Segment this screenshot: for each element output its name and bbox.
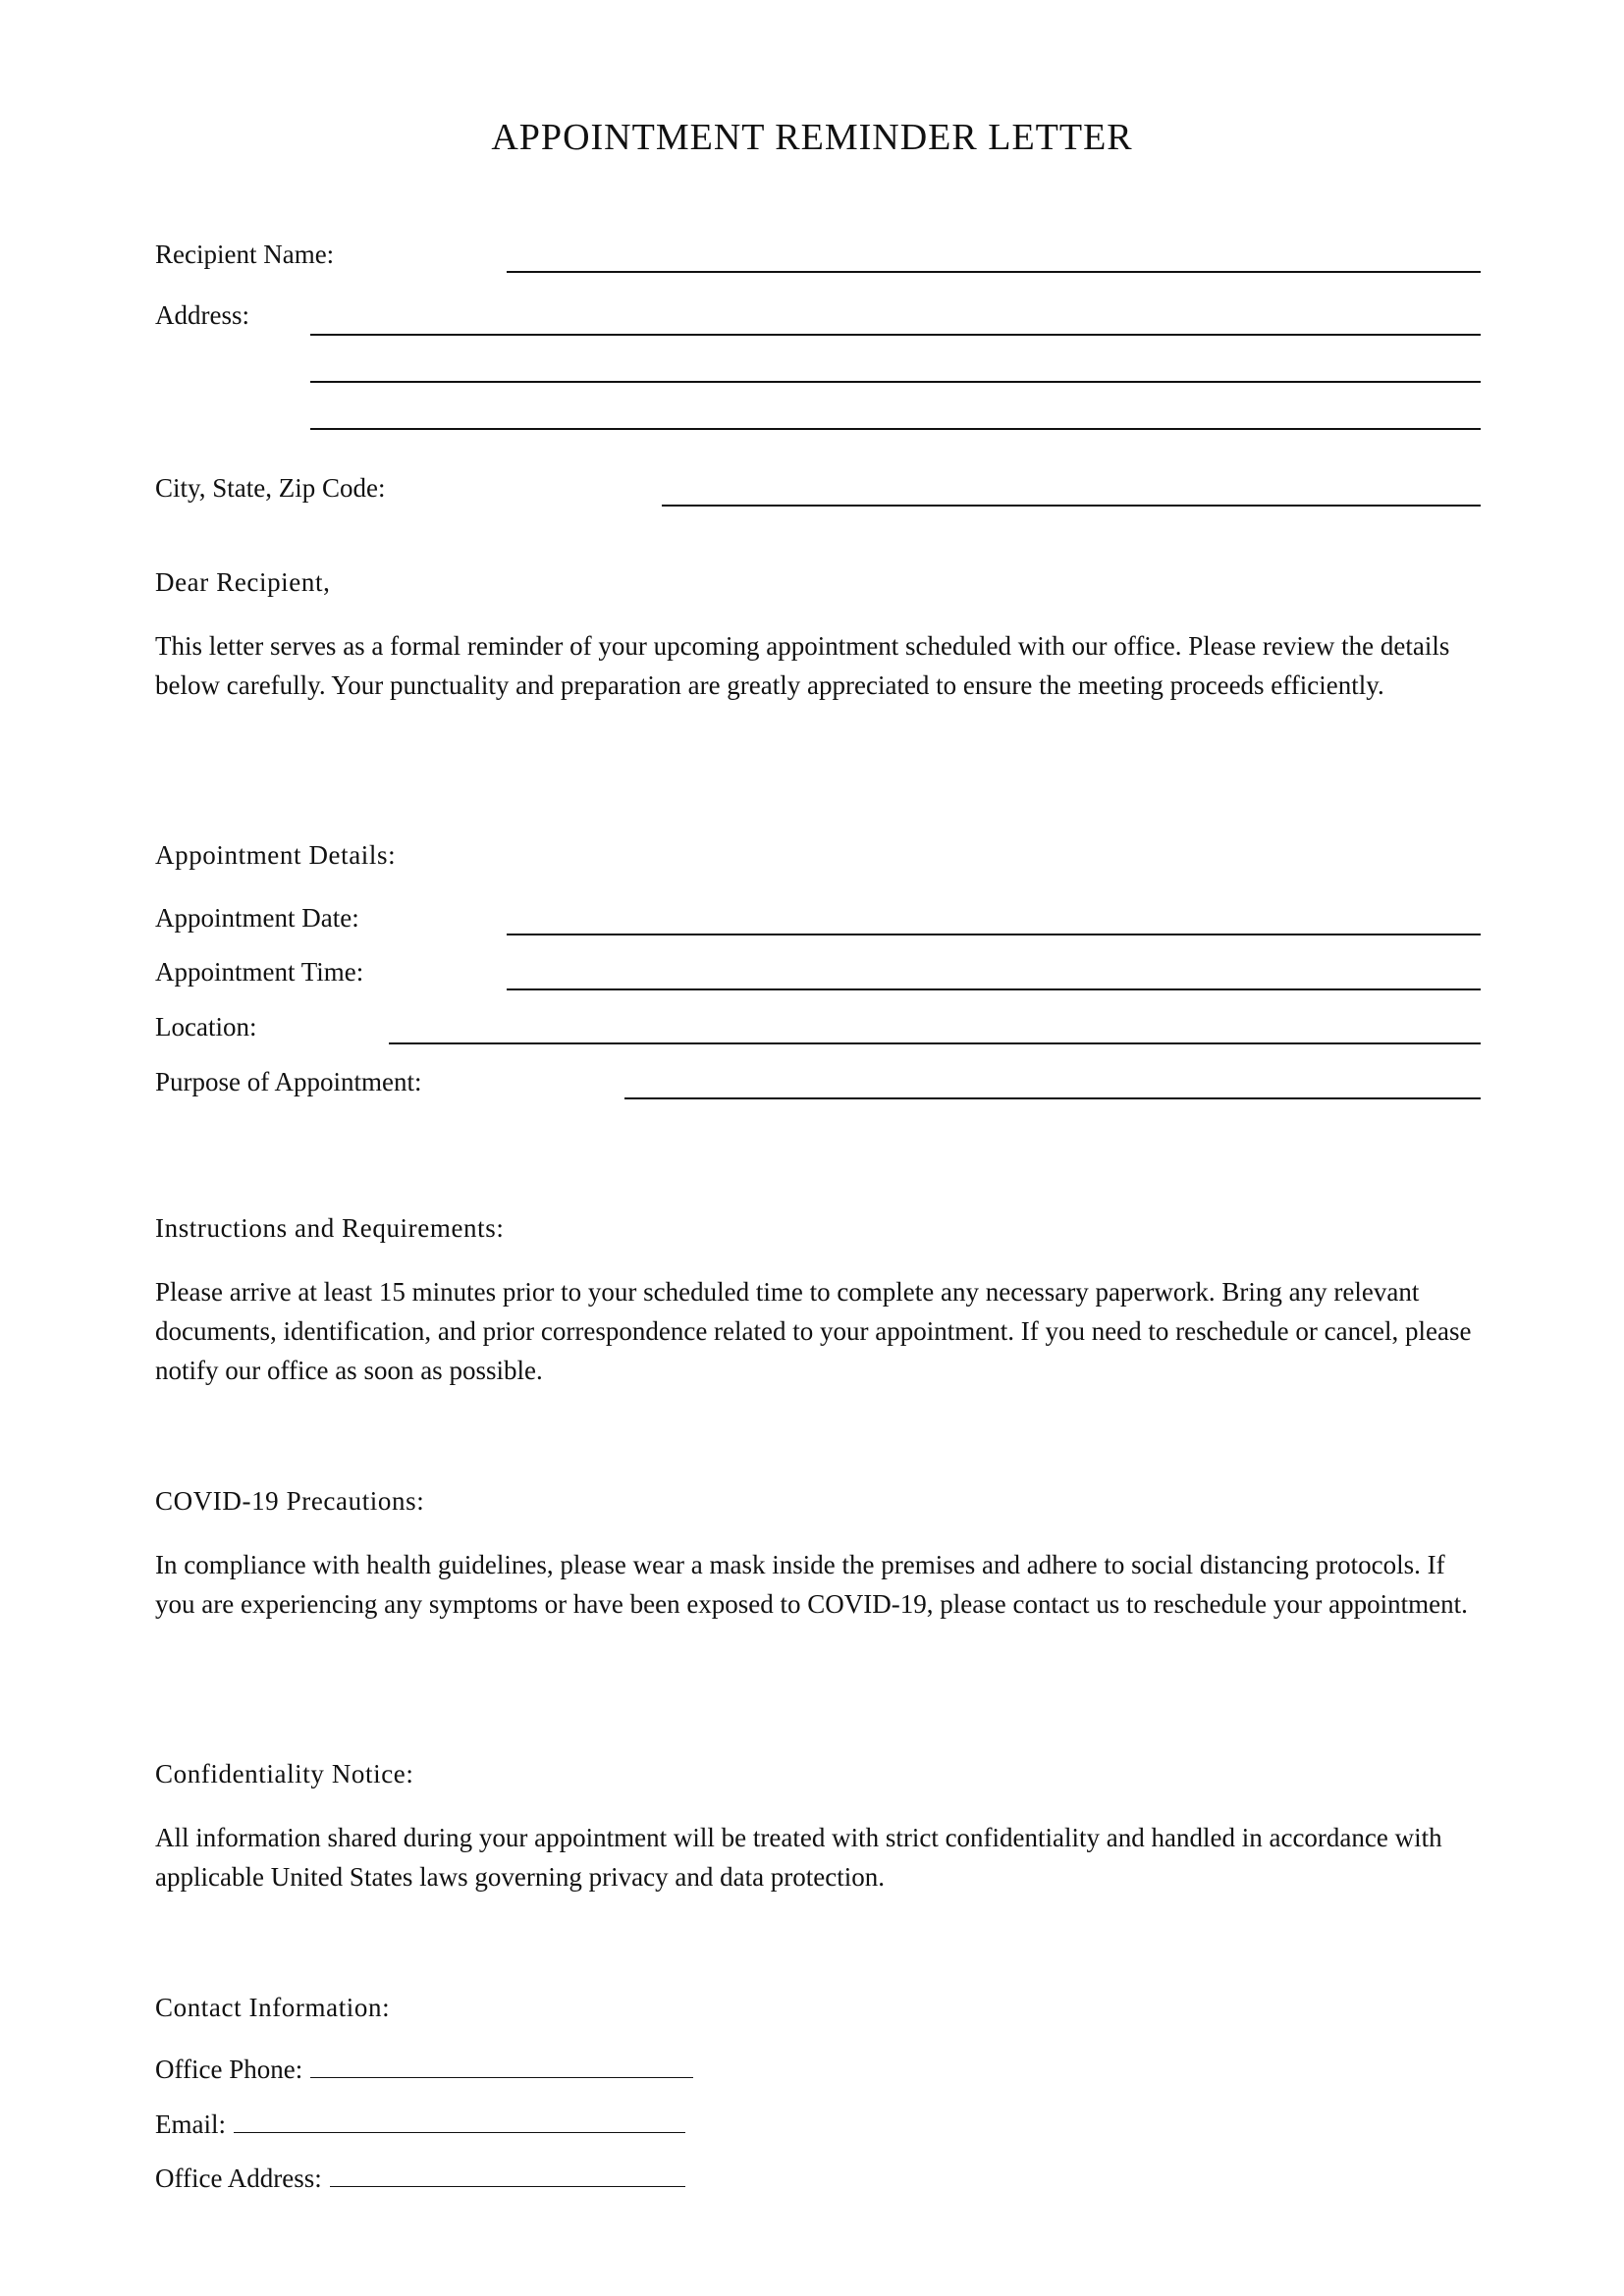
city-state-zip-field[interactable] xyxy=(662,505,1481,507)
covid-heading: COVID-19 Precautions: xyxy=(155,1486,425,1516)
location-label: Location: xyxy=(155,1012,257,1041)
confidentiality-paragraph: All information shared during your appointment will be treated with strict confidentiality and handled in accordance with applicable United States laws governing privacy and data protection. xyxy=(155,1823,1442,1892)
office-address-field[interactable] xyxy=(330,2164,685,2187)
address-field-line-1[interactable] xyxy=(310,334,1481,336)
appointment-date-field[interactable] xyxy=(507,934,1481,935)
address-field-line-3[interactable] xyxy=(310,428,1481,430)
recipient-name-field[interactable] xyxy=(507,271,1481,273)
recipient-name-label: Recipient Name: xyxy=(155,240,335,269)
email-label: Email: xyxy=(155,2109,226,2139)
document-title: APPOINTMENT REMINDER LETTER xyxy=(491,117,1133,158)
purpose-label: Purpose of Appointment: xyxy=(155,1067,422,1096)
email-field[interactable] xyxy=(234,2110,685,2133)
address-label: Address: xyxy=(155,300,249,330)
covid-paragraph: In compliance with health guidelines, please wear a mask inside the premises and adhere to social distancing protocols. If you are experiencing any symptoms or have been exposed to COVID-19, please contact us to reschedule your appointment. xyxy=(155,1550,1468,1619)
appointment-date-label: Appointment Date: xyxy=(155,903,359,933)
city-state-zip-label: City, State, Zip Code: xyxy=(155,473,386,503)
salutation: Dear Recipient, xyxy=(155,567,331,597)
email-row xyxy=(155,2109,685,2140)
address-field-line-2[interactable] xyxy=(310,381,1481,383)
confidentiality-heading: Confidentiality Notice: xyxy=(155,1759,414,1789)
contact-heading: Contact Information: xyxy=(155,1993,391,2022)
location-field[interactable] xyxy=(389,1042,1481,1044)
appointment-time-label: Appointment Time: xyxy=(155,957,364,987)
intro-paragraph: This letter serves as a formal reminder of your upcoming appointment scheduled with our office. Please review the details below carefully. Your punctuality and preparation are greatly appreciated to ensure the meeting proceeds efficiently. xyxy=(155,631,1450,700)
appointment-details-heading: Appointment Details: xyxy=(155,840,397,870)
instructions-paragraph: Please arrive at least 15 minutes prior to your scheduled time to complete any necessary paperwork. Bring any relevant documents, identification, and prior correspondence related to your appointment. If you need to reschedule or cancel, please notify our office as soon as possible. xyxy=(155,1277,1472,1385)
office-phone-label: Office Phone: xyxy=(155,2055,303,2084)
office-phone-field[interactable] xyxy=(310,2056,693,2078)
office-phone-row xyxy=(155,2055,693,2085)
appointment-time-field[interactable] xyxy=(507,988,1481,990)
office-address-label: Office Address: xyxy=(155,2163,322,2193)
office-address-row xyxy=(155,2163,685,2194)
instructions-heading: Instructions and Requirements: xyxy=(155,1213,505,1243)
purpose-field[interactable] xyxy=(624,1097,1481,1099)
